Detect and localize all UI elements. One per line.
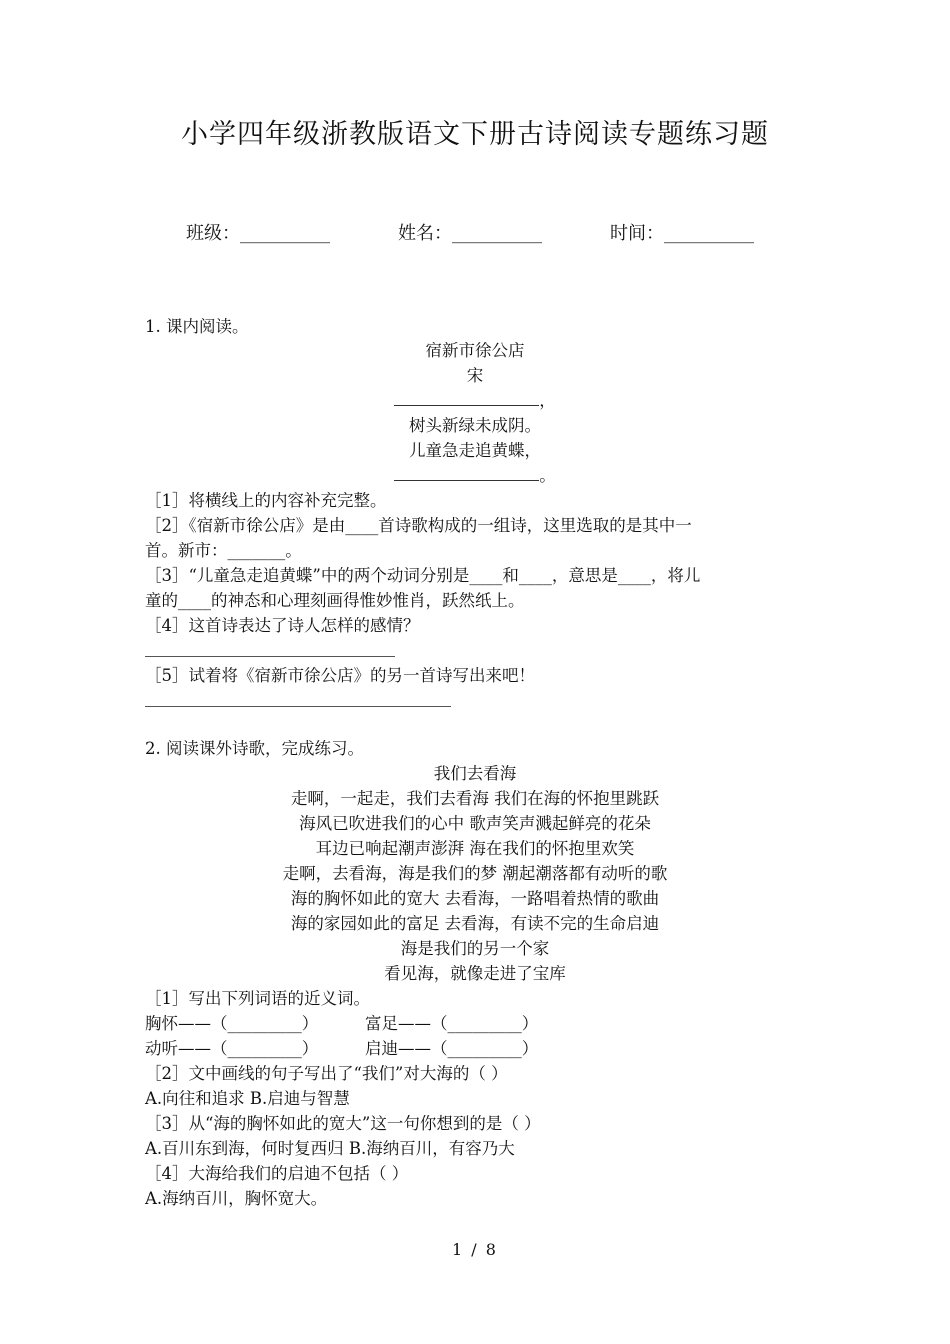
answer-line bbox=[145, 656, 395, 657]
q2-synonym-2a: 动听——（_________） bbox=[145, 1039, 319, 1058]
q2-sub-1: ［1］写出下列词语的近义词。 bbox=[145, 989, 370, 1008]
q2-sub-4-option: A.海纳百川，胸怀宽大。 bbox=[145, 1189, 328, 1208]
q2-poem-line: 海的胸怀如此的宽大 去看海，一路唱着热情的歌曲 bbox=[290, 889, 660, 908]
q2-heading: 2. 阅读课外诗歌，完成练习。 bbox=[145, 739, 364, 758]
answer-blank bbox=[394, 389, 539, 406]
q1-poem-title: 宿新市徐公店 bbox=[425, 341, 525, 360]
q1-sub-2-line-b: 首。新市：_______。 bbox=[145, 541, 302, 560]
q1-poem-line-4-blank bbox=[0, 463, 950, 488]
q2-synonym-1b: 富足——（_________） bbox=[365, 1014, 539, 1033]
q1-poem-line-3: 儿童急走追黄蝶， bbox=[409, 441, 541, 460]
q2-sub-2-options: A.向往和追求 B.启迪与智慧 bbox=[145, 1089, 350, 1108]
q2-synonym-1a: 胸怀——（_________） bbox=[145, 1014, 319, 1033]
q2-poem-line: 走啊，一起走，我们去看海 我们在海的怀抱里跳跃 bbox=[290, 789, 660, 808]
q1-sub-4: ［4］这首诗表达了诗人怎样的感情？ bbox=[145, 616, 420, 635]
q2-sub-3: ［3］从“海的胸怀如此的宽大”这一句你想到的是（ ） bbox=[145, 1114, 541, 1133]
class-field-label: 班级：__________ bbox=[186, 223, 330, 244]
q2-poem-line: 海的家园如此的富足 去看海，有读不完的生命启迪 bbox=[290, 914, 660, 933]
q1-sub-2-line-a: ［2］《宿新市徐公店》是由____首诗歌构成的一组诗，这里选取的是其中一 bbox=[145, 516, 692, 535]
time-field-label: 时间：__________ bbox=[610, 223, 754, 244]
q1-poem-line-2: 树头新绿未成阴。 bbox=[409, 416, 541, 435]
q2-poem-line: 海是我们的另一个家 bbox=[400, 939, 550, 958]
page-number: 1 / 8 bbox=[452, 1240, 498, 1259]
q2-poem-title: 我们去看海 bbox=[433, 764, 517, 783]
q1-poem-line-1-blank bbox=[0, 388, 950, 413]
punct: 。 bbox=[539, 466, 556, 485]
q2-poem-line: 看见海，就像走进了宝库 bbox=[384, 964, 566, 983]
q1-poem-dynasty: 宋 bbox=[466, 366, 484, 385]
q2-sub-4: ［4］大海给我们的启迪不包括（ ） bbox=[145, 1164, 409, 1183]
answer-blank bbox=[394, 464, 539, 481]
q1-sub-3-line-a: ［3］“儿童急走追黄蝶”中的两个动词分别是____和____，意思是____，将儿 bbox=[145, 566, 701, 585]
q2-sub-2: ［2］文中画线的句子写出了“我们”对大海的（ ） bbox=[145, 1064, 508, 1083]
q2-sub-3-options: A.百川东到海，何时复西归 B.海纳百川，有容乃大 bbox=[145, 1139, 515, 1158]
answer-line bbox=[145, 706, 451, 707]
q1-sub-1: ［1］将横线上的内容补充完整。 bbox=[145, 491, 387, 510]
q2-synonym-2b: 启迪——（_________） bbox=[365, 1039, 539, 1058]
name-field-label: 姓名：__________ bbox=[398, 223, 542, 244]
q2-poem-line: 海风已吹进我们的心中 歌声笑声溅起鲜亮的花朵 bbox=[299, 814, 651, 833]
q1-heading: 1. 课内阅读。 bbox=[145, 317, 249, 336]
q2-poem-line: 走啊，去看海，海是我们的梦 潮起潮落都有动听的歌 bbox=[282, 864, 668, 883]
punct: ， bbox=[539, 391, 556, 410]
q1-sub-3-line-b: 童的____的神态和心理刻画得惟妙惟肖，跃然纸上。 bbox=[145, 591, 525, 610]
q1-sub-5: ［5］试着将《宿新市徐公店》的另一首诗写出来吧！ bbox=[145, 666, 535, 685]
q2-poem-line: 耳边已响起潮声澎湃 海在我们的怀抱里欢笑 bbox=[315, 839, 635, 858]
page-title: 小学四年级浙教版语文下册古诗阅读专题练习题 bbox=[181, 119, 769, 150]
